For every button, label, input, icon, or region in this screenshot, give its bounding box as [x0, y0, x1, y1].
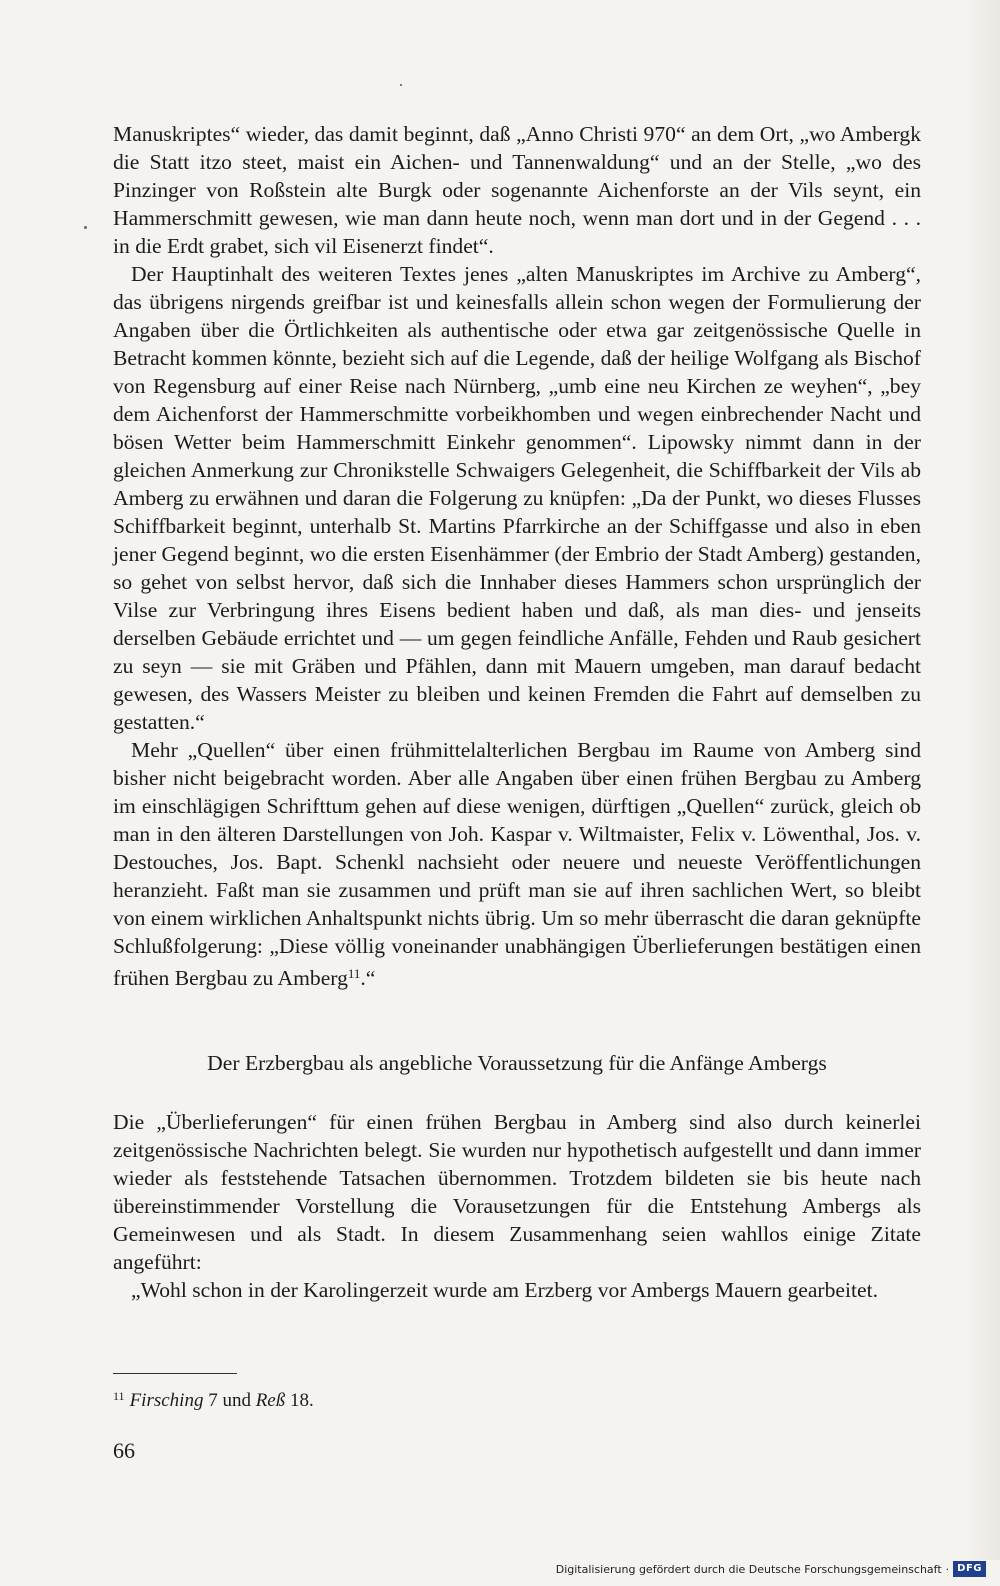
- paragraph-3: [113, 736, 921, 992]
- footnote-number: 11: [113, 1389, 125, 1403]
- paragraph-4: Die „Überlieferungen“ für einen frühen Bergbau in Amberg sind also durch keinerlei zeitgenössische Nachrichten belegt. Sie wurden nur hypothetisch aufgestellt und dann immer wieder als feststehende Tatsachen übernommen. Trotzdem bildeten sie bis heute nach übereinstimmender Vorstellung die Vorausetzungen für die Entstehung Ambergs als Gemeinwesen und als Stadt. In diesem Zusammenhang seien wahllos einige Zitate angeführt:: [113, 1110, 921, 1274]
- main-text-lower: [113, 1108, 921, 1304]
- footnote-reference: 11: [347, 966, 361, 981]
- footnote-author-2: Reß: [255, 1390, 286, 1411]
- page-shadow: [966, 0, 1000, 1560]
- main-text-upper: [113, 120, 921, 992]
- paragraph-1: Manuskriptes“ wieder, das damit beginnt, daß „Anno Christi 970“ an dem Ort, „wo Ambergk die Statt itzo steet, maist ein Aichen- und Tannenwaldung“ und an der Stelle, „wo des Pinzinger von Roßstein alte Burgk oder sogenannte Aichenforste an der Vils seynt, ein Hammerschmitt gewesen, wie man dann heute noch, wenn man dort und in der Gegend . . . in die Erdt grabet, sich vil Eisenerzt findet“.: [113, 122, 921, 258]
- dfg-logo: DFG: [953, 1561, 986, 1577]
- page-number: 66: [113, 1438, 135, 1463]
- section-heading: Der Erzbergbau als angebliche Voraussetzung für die Anfänge Ambergs: [207, 1051, 827, 1075]
- paragraph-2: Der Hauptinhalt des weiteren Textes jenes „alten Manuskriptes im Archive zu Amberg“, das übrigens nirgends greifbar ist und keinesfalls allein schon wegen der Formulierung der Angaben über die Örtlichkeiten als authentische oder etwa gar zeitgenössische Quelle in Betracht kommen könnte, bezieht sich auf die Legende, daß der heilige Wolfgang als Bischof von Regensburg auf einer Reise nach Nürnberg, „umb eine neu Kirchen ze weyhen“, „bey dem Aichenforst der Hammerschmitte vorbeikhomben und wegen einbrechender Nacht und bösen Wetter beim Hammerschmitt Einkehr genommen“. Lipowsky nimmt dann in der gleichen Anmerkung zur Chronikstelle Schwaigers Gelegenheit, die Schiffbarkeit der Vils ab Amberg zu erwähnen und daran die Folgerung zu knüpfen: „Da der Punkt, wo dieses Flusses Schiffbarkeit beginnt, unterhalb St. Martins Pfarrkirche an der Schiffgasse und also in eben jener Gegend beginnt, wo die ersten Eisenhämmer (der Embrio der Stadt Amberg) gestanden, so gehet von selbst hervor, daß sich die Innhaber dieses Hammers schon ursprünglich der Vilse zur Verbringung ihres Eisens bedient haben und daß, als man dies- und jenseits derselben Gebäude errichtet und — um gegen feindliche Anfälle, Fehden und Raub gesichert zu seyn — sie mit Gräben und Pfählen, dann mit Mauern umgeben, man darauf bedacht gewesen, des Wassers Meister zu bleiben und keinen Fremden die Fahrt auf demselben zu gestatten.“: [113, 262, 921, 734]
- paragraph-3-text: Mehr „Quellen“ über einen frühmittelalterlichen Bergbau im Raume von Amberg sind bisher nicht beigebracht worden. Aber alle Angaben über einen frühen Bergbau zu Amberg im einschlägigen Schrifttum gehen auf diese wenigen, dürftigen „Quellen“ zurück, gleich ob man in den älteren Darstellungen von Joh. Kaspar v. Wiltmaister, Felix v. Löwenthal, Jos. v. Destouches, Jos. Bapt. Schenkl nachsieht oder neuere und neueste Veröffentlichungen heranzieht. Faßt man sie zusammen und prüft man sie auf ihren sachlichen Wert, so bleibt von einem wirklichen Anhaltspunkt nichts übrig. Um so mehr überrascht die daran geknüpfte Schlußfolgerung: „Diese völlig voneinander unabhängigen Überlieferungen bestätigen einen frühen Bergbau zu Amberg: [113, 738, 921, 990]
- footnote-page-1: 7 und: [203, 1390, 256, 1411]
- footnote-page-2: 18.: [285, 1390, 314, 1411]
- footnote-divider: [113, 1373, 237, 1374]
- footnote: [113, 1383, 314, 1414]
- credit-text: Digitalisierung gefördert durch die Deutsche Forschungsgemeinschaft: [555, 1562, 942, 1576]
- footnote-author-1: Firsching: [129, 1390, 204, 1411]
- paragraph-3-tail: .“: [360, 966, 376, 990]
- scan-speck: [400, 84, 402, 86]
- paragraph-5-quote: „Wohl schon in der Karolingerzeit wurde am Erzberg vor Ambergs Mauern gearbeitet.: [131, 1278, 878, 1302]
- scan-speck-margin: [84, 226, 87, 229]
- digitization-credit: Digitalisierung gefördert durch die Deutsche Forschungsgemeinschaft · DFG: [556, 1560, 986, 1578]
